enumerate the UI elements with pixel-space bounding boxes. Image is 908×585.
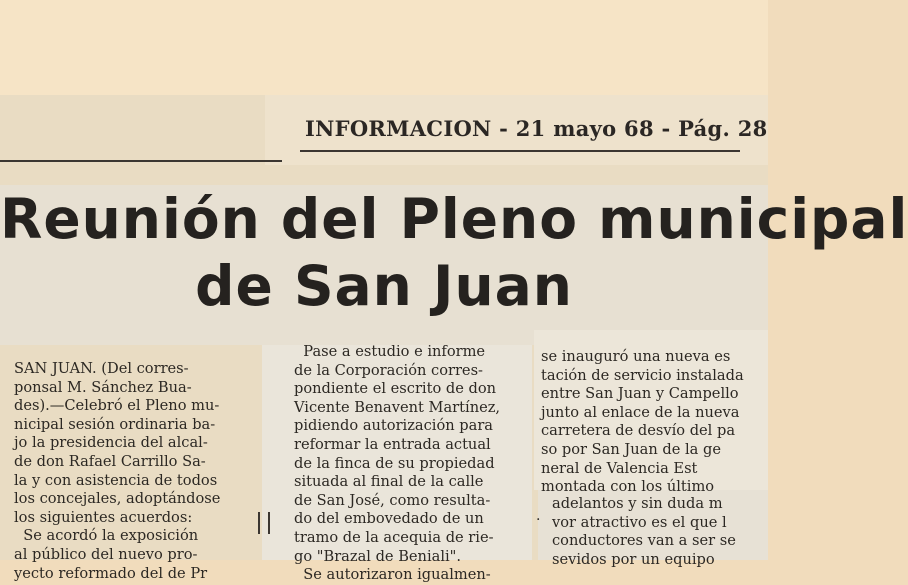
text-line: Vicente Benavent Martínez, <box>294 398 501 416</box>
rule-right <box>300 150 740 152</box>
text-line: vor atractivo es el que l <box>552 513 727 531</box>
text-line: de San José, como resulta- <box>294 491 491 509</box>
text-line: tramo de la acequia de rie- <box>294 528 494 546</box>
column-3b <box>552 495 768 569</box>
headline-line-1: Reunión del Pleno municipal <box>0 187 908 251</box>
text-line: de la finca de su propiedad <box>294 454 495 472</box>
text-line: pidiendo autorización para <box>294 417 493 435</box>
text-line: adelantos y sin duda m <box>552 495 723 512</box>
text-line: Se acordó la exposición <box>14 527 199 545</box>
text-line: SAN JUAN. (Del corres- <box>14 360 189 377</box>
rule-left <box>0 160 282 162</box>
text-line: se inauguró una nueva es <box>541 348 731 365</box>
text-line: de don Rafael Carrillo Sa- <box>14 452 206 470</box>
text-line: des).—Celebró el Pleno mu- <box>14 397 220 415</box>
headline <box>0 186 908 320</box>
text-line: montada con los último <box>541 478 715 496</box>
text-line: los siguientes acuerdos: <box>14 508 193 526</box>
column-bullet: . <box>536 508 541 524</box>
text-line: ponsal M. Sánchez Bua- <box>14 378 192 396</box>
text-line: situada al final de la calle <box>294 473 484 491</box>
text-line: neral de Valencia Est <box>541 459 698 477</box>
text-line: los concejales, adoptándose <box>14 490 221 508</box>
column-mark <box>258 512 260 534</box>
text-line: nicipal sesión ordinaria ba- <box>14 415 216 433</box>
text-line: Pase a estudio e informe <box>294 343 486 360</box>
text-line: entre San Juan y Campello <box>541 385 739 403</box>
column-1 <box>14 360 254 583</box>
column-2 <box>294 343 530 585</box>
column-3 <box>541 348 771 497</box>
text-line: tación de servicio instalada <box>541 366 744 384</box>
text-line: Se autorizaron igualmen- <box>294 566 491 584</box>
text-line: pondiente el escrito de don <box>294 380 497 398</box>
column-mark <box>268 512 270 534</box>
text-line: go "Brazal de Beniali". <box>294 547 462 565</box>
text-line: so por San Juan de la ge <box>541 440 721 458</box>
text-line: conductores van a ser se <box>552 532 736 550</box>
text-line: carretera de desvío del pa <box>541 422 736 440</box>
text-line: junto al enlace de la nueva <box>541 403 740 421</box>
text-line: al público del nuevo pro- <box>14 545 198 563</box>
text-line: sevidos por un equipo <box>552 550 715 568</box>
masthead: INFORMACION - 21 mayo 68 - Pág. 28 <box>305 116 768 141</box>
text-line: de la Corporación corres- <box>294 361 483 379</box>
text-line: jo la presidencia del alcal- <box>14 434 208 452</box>
text-line: yecto reformado del de Pr <box>14 564 208 582</box>
text-line: reformar la entrada actual <box>294 435 491 453</box>
text-line: la y con asistencia de todos <box>14 471 218 489</box>
text-line: do del embovedado de un <box>294 510 484 528</box>
headline-line-2: de San Juan <box>195 254 573 318</box>
